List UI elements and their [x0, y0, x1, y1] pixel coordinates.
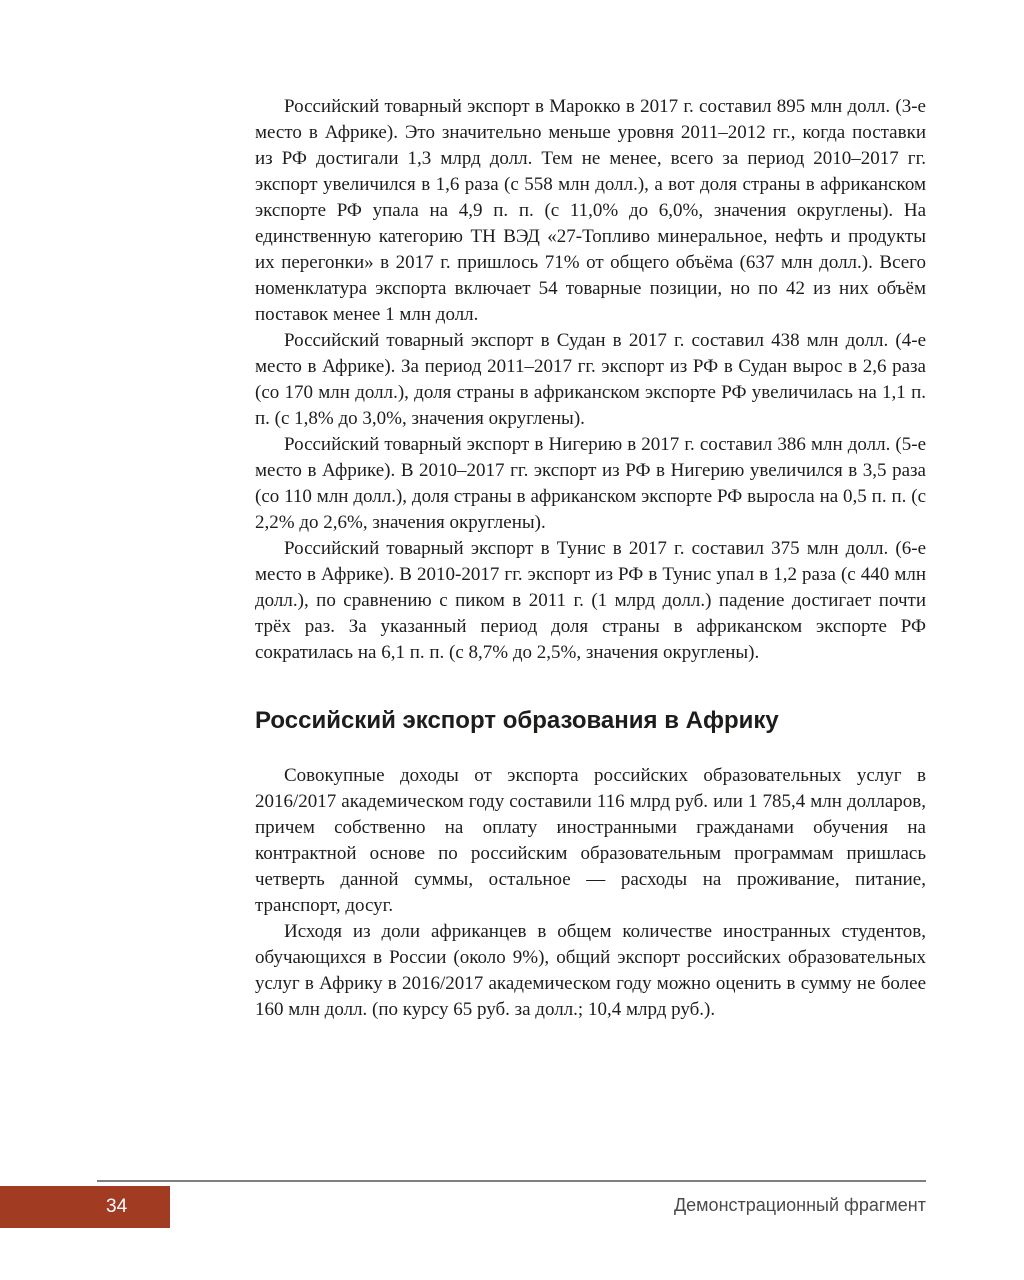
- paragraph-nigeria: Российский товарный экспорт в Нигерию в 2017 г. составил 386 млн долл. (5-е место в Африке). В 2010–2017 гг. экспорт из РФ в Нигерию увеличился в 3,5 раза (со 110 млн долл.), доля страны в африканском экспорте РФ выросла на 0,5 п. п. (с 2,2% до 2,6%, значения округлены).: [255, 434, 926, 533]
- section-heading: Российский экспорт образования в Африку: [255, 707, 779, 734]
- page-number: 34: [106, 1196, 128, 1217]
- footer-divider: [97, 1180, 926, 1182]
- paragraph-education-revenue: Совокупные доходы от экспорта российских образовательных услуг в 2016/2017 академическом году составили 116 млрд руб. или 1 785,4 млн долларов, причем собственно на оплату иностранными гражданами обучения на контрактной основе по российским образовательным программам пришлась четверть данной суммы, остальное — расходы на проживание, питание, транспорт, досуг.: [255, 765, 926, 916]
- paragraph-tunisia: Российский товарный экспорт в Тунис в 2017 г. составил 375 млн долл. (6-е место в Африке). В 2010-2017 гг. экспорт из РФ в Тунис упал в 1,2 раза (с 440 млн долл.), по сравнению с пиком в 2011 г. (1 млрд долл.) падение достигает почти трёх раз. За указанный период доля страны в африканском экспорте РФ сократилась на 6,1 п. п. (с 8,7% до 2,5%, значения округлены).: [255, 538, 926, 663]
- paragraph-morocco: Российский товарный экспорт в Марокко в 2017 г. составил 895 млн долл. (3-е место в Африке). Это значительно меньше уровня 2011–2012 гг., когда поставки из РФ достигали 1,3 млрд долл. Тем не менее, всего за период 2010–2017 гг. экспорт увеличился в 1,6 раза (с 558 млн долл.), а вот доля страны в африканском экспорте РФ упала на 4,9 п. п. (с 11,0% до 6,0%, значения округлены). На единственную категорию ТН ВЭД «27-Топливо минеральное, нефть и продукты их перегонки» в 2017 г. пришлось 71% от общего объёма (637 млн долл.). Всего номенклатура экспорта включает 54 товарные позиции, но по 42 из них объём поставок менее 1 млн долл.: [255, 96, 926, 325]
- page-content: [255, 94, 926, 1023]
- paragraph-sudan: Российский товарный экспорт в Судан в 2017 г. составил 438 млн долл. (4-е место в Африке). За период 2011–2017 гг. экспорт из РФ в Судан вырос в 2,6 раза (со 170 млн долл.), доля страны в африканском экспорте РФ увеличилась на 1,1 п. п. (с 1,8% до 3,0%, значения округлены).: [255, 330, 926, 429]
- paragraph-education-estimate: Исходя из доли африканцев в общем количестве иностранных студентов, обучающихся в России (около 9%), общий экспорт российских образовательных услуг в Африку в 2016/2017 академическом году можно оценить в сумму не более 160 млн долл. (по курсу 65 руб. за долл.; 10,4 млрд руб.).: [255, 921, 926, 1020]
- fragment-label: Демонстрационный фрагмент: [673, 1195, 926, 1215]
- page-number-badge: [0, 1186, 170, 1228]
